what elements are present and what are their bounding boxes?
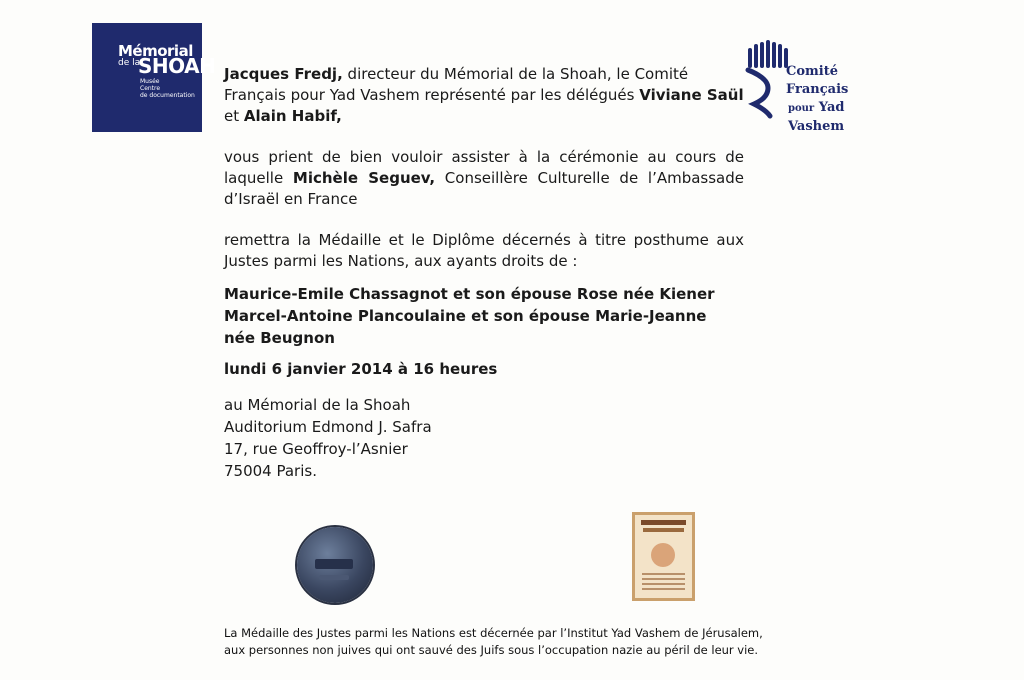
comite-logo-text: Comité Français pour Yad Vashem [786, 64, 849, 134]
footer-line: aux personnes non juives qui ont sauvé des Juifs sous l’occupation nazie au péril de leur vie. [224, 643, 759, 657]
memorial-logo-line2: de la [118, 58, 141, 68]
comite-logo [744, 40, 904, 134]
memorial-logo [92, 23, 216, 132]
memorial-logo-subtitle: Musée Centre de documentation [140, 78, 195, 99]
intro-paragraph: Jacques Fredj, directeur du Mémorial de la Shoah, le Comité Français pour Yad Vashem représenté par les délégués Viviane Saül et Alain Habif, [224, 65, 744, 125]
honoree-line: née Beugnon [224, 329, 335, 347]
address-line: 17, rue Geoffroy-l’Asnier [224, 440, 408, 458]
remise-paragraph: remettra la Médaille et le Diplôme décernés à titre posthume aux Justes parmi les Nations, aux ayants droits de : [224, 231, 744, 270]
invitation-body [224, 64, 744, 482]
event-date: lundi 6 janvier 2014 à 16 heures [224, 360, 498, 378]
footer-line: La Médaille des Justes parmi les Nations est décernée par l’Institut Yad Vashem de Jérusalem, [224, 626, 763, 640]
honoree-line: Maurice-Emile Chassagnot et son épouse Rose née Kiener [224, 285, 715, 303]
footer-note [224, 625, 784, 659]
address-line: au Mémorial de la Shoah [224, 396, 411, 414]
address-line: 75004 Paris. [224, 462, 317, 480]
invite-paragraph: vous prient de bien vouloir assister à la cérémonie au cours de laquelle Michèle Seguev, Conseillère Culturelle de l’Ambassade d’Israël en France [224, 148, 744, 208]
event-address [224, 394, 744, 482]
honorees-list [224, 283, 744, 349]
address-line: Auditorium Edmond J. Safra [224, 418, 432, 436]
memorial-logo-line1: Mémorial [118, 42, 193, 60]
menorah-icon [744, 40, 792, 118]
diploma-image [632, 512, 695, 601]
memorial-logo-line3: SHOAH [138, 54, 216, 78]
honoree-line: Marcel-Antoine Plancoulaine et son épouse Marie-Jeanne [224, 307, 707, 325]
medal-image [297, 527, 373, 603]
